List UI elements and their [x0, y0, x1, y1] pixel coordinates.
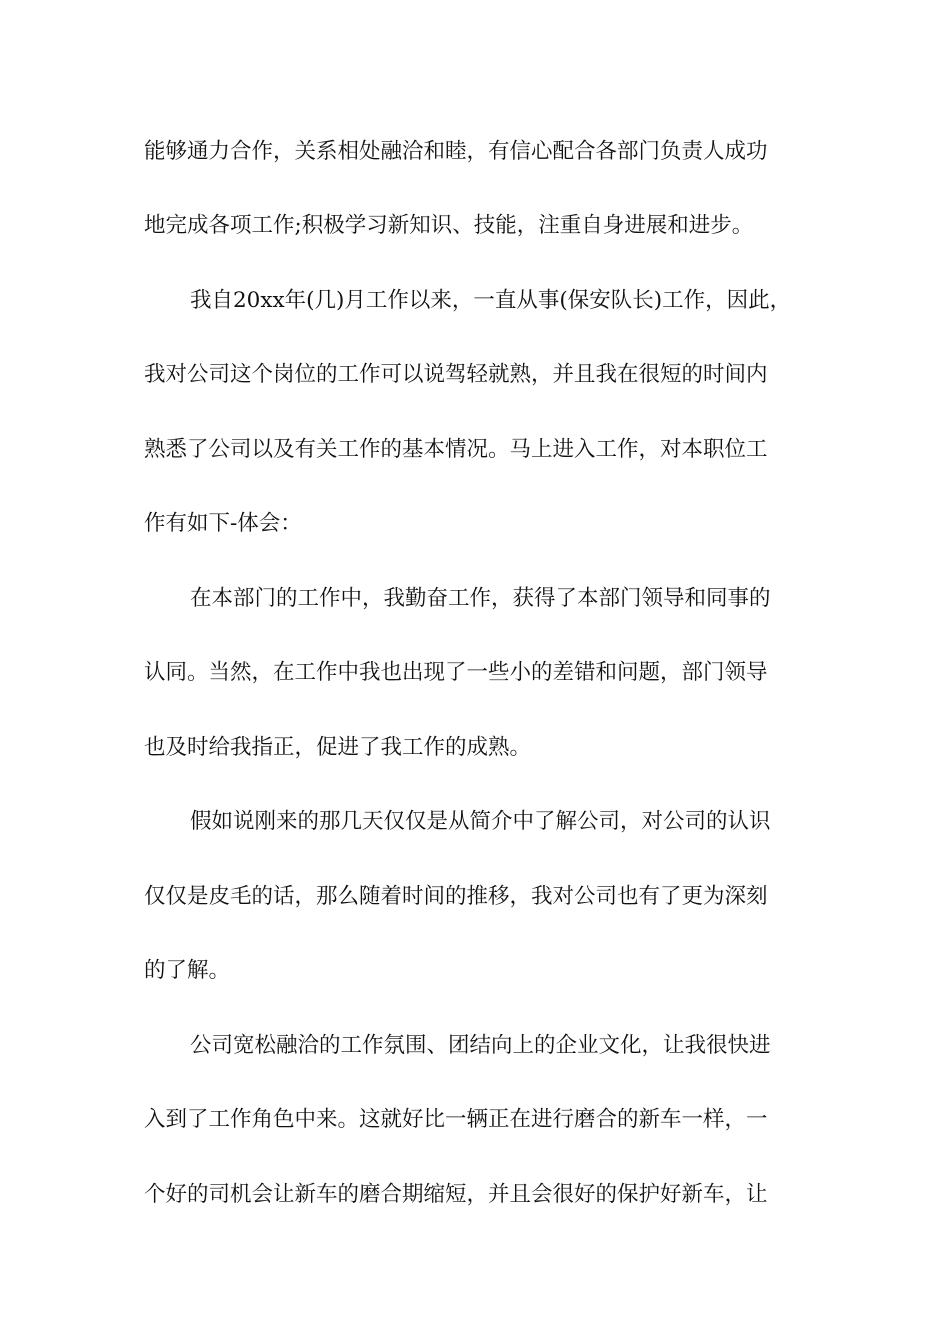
- body-text-line: 也及时给我指正，促进了我工作的成熟。: [144, 735, 532, 760]
- body-text-line: 认同。当然，在工作中我也出现了一些小的差错和问题，部门领导: [144, 660, 768, 685]
- body-text-line: 能够通力合作，关系相处融洽和睦，有信心配合各部门负责人成功: [144, 139, 768, 164]
- body-text-line: 我对公司这个岗位的工作可以说驾轻就熟，并且我在很短的时间内: [144, 362, 768, 387]
- body-text-line: 熟悉了公司以及有关工作的基本情况。马上进入工作，对本职位工: [144, 437, 768, 462]
- paragraph-first-line: 我自20xx年(几)月工作以来，一直从事(保安队长)工作，因此，: [190, 288, 792, 313]
- body-text-line: 仅仅是皮毛的话，那么随着时间的推移，我对公司也有了更为深刻: [144, 884, 768, 909]
- paragraph-first-line: 公司宽松融洽的工作氛围、团结向上的企业文化，让我很快进: [190, 1033, 771, 1058]
- body-text-line: 入到了工作角色中来。这就好比一辆正在进行磨合的新车一样，一: [144, 1107, 768, 1132]
- body-text-line: 地完成各项工作;积极学习新知识、技能，注重自身进展和进步。: [144, 213, 754, 238]
- body-text-line: 个好的司机会让新车的磨合期缩短，并且会很好的保护好新车，让: [144, 1182, 768, 1207]
- body-text-line: 的了解。: [144, 958, 231, 983]
- paragraph-first-line: 在本部门的工作中，我勤奋工作，获得了本部门领导和同事的: [190, 586, 771, 611]
- paragraph-first-line: 假如说刚来的那几天仅仅是从简介中了解公司，对公司的认识: [190, 809, 771, 834]
- body-text-line: 作有如下-体会：: [144, 511, 302, 536]
